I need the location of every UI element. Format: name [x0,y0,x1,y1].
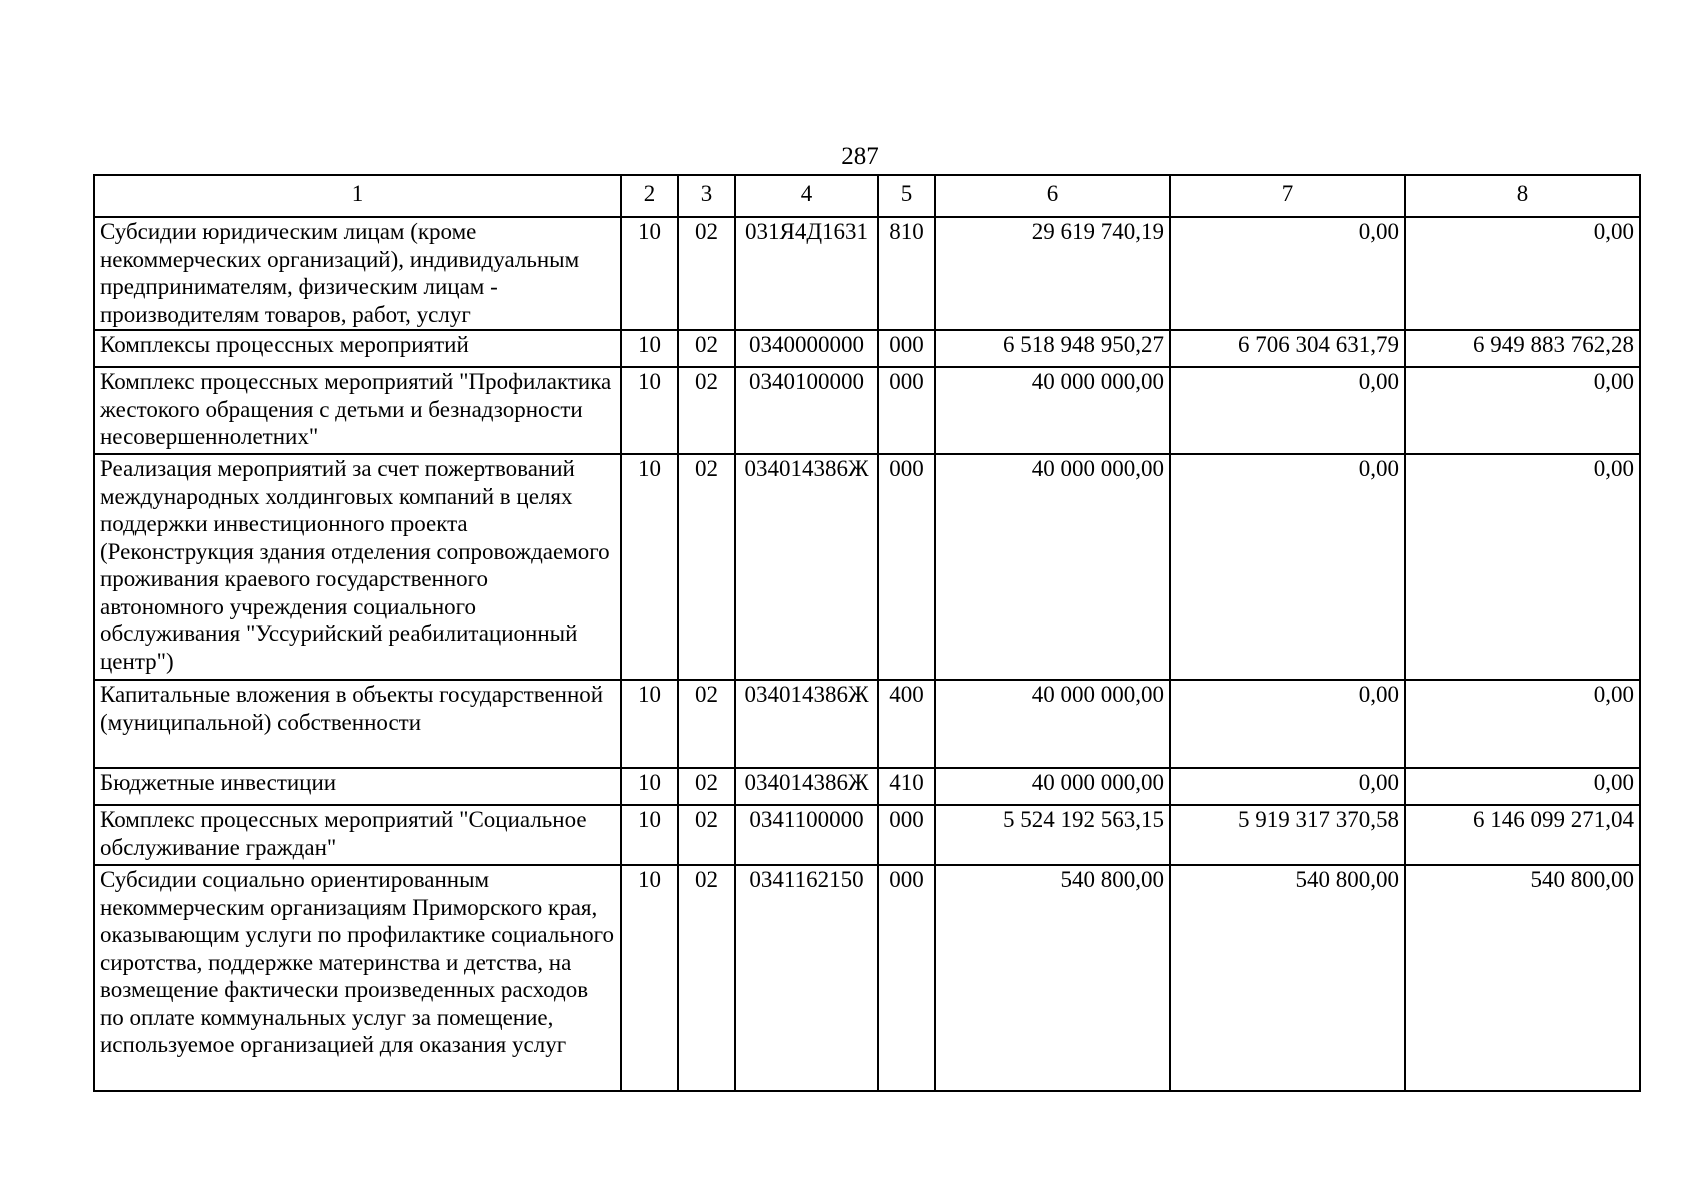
table-row [94,454,1640,680]
row-expense-type: 000 [878,454,935,680]
row-name: Субсидии юридическим лицам (кроме некоммерческих организаций), индивидуальным предпринимателям, физическим лицам - производителям товаров, работ, услуг [94,217,621,330]
row-section: 10 [621,367,678,454]
row-amount-6: 540 800,00 [935,865,1170,1091]
row-target-code: 034014386Ж [735,768,878,805]
row-name: Субсидии социально ориентированным некоммерческим организациям Приморского края, оказывающим услуги по профилактике социального сиротства, поддержке материнства и детства, на возмещение фактически произведенных расходов по оплате коммунальных услуг за помещение, используемое организацией для оказания услуг [94,865,621,1091]
header-col-4: 4 [735,175,878,217]
table-row [94,367,1640,454]
row-name: Комплекс процессных мероприятий "Социальное обслуживание граждан" [94,805,621,865]
row-amount-8: 6 146 099 271,04 [1405,805,1640,865]
row-name: Комплексы процессных мероприятий [94,330,621,367]
row-amount-6: 40 000 000,00 [935,367,1170,454]
header-col-6: 6 [935,175,1170,217]
row-amount-6: 6 518 948 950,27 [935,330,1170,367]
row-amount-6: 29 619 740,19 [935,217,1170,330]
row-amount-7: 0,00 [1170,454,1405,680]
row-target-code: 034014386Ж [735,454,878,680]
row-amount-8: 0,00 [1405,454,1640,680]
table-row [94,865,1640,1091]
row-subsection: 02 [678,367,735,454]
row-name: Бюджетные инвестиции [94,768,621,805]
row-amount-7: 0,00 [1170,768,1405,805]
row-section: 10 [621,805,678,865]
header-col-2: 2 [621,175,678,217]
row-section: 10 [621,454,678,680]
row-subsection: 02 [678,680,735,768]
row-amount-6: 5 524 192 563,15 [935,805,1170,865]
table-header-row [94,175,1640,217]
row-amount-7: 540 800,00 [1170,865,1405,1091]
table-row [94,330,1640,367]
header-col-5: 5 [878,175,935,217]
row-target-code: 0340000000 [735,330,878,367]
row-section: 10 [621,768,678,805]
row-subsection: 02 [678,330,735,367]
row-amount-7: 0,00 [1170,680,1405,768]
row-amount-6: 40 000 000,00 [935,680,1170,768]
row-expense-type: 400 [878,680,935,768]
row-amount-8: 540 800,00 [1405,865,1640,1091]
row-section: 10 [621,217,678,330]
row-section: 10 [621,680,678,768]
row-subsection: 02 [678,768,735,805]
row-expense-type: 000 [878,367,935,454]
table-row [94,805,1640,865]
table-row [94,680,1640,768]
row-amount-6: 40 000 000,00 [935,768,1170,805]
row-amount-8: 6 949 883 762,28 [1405,330,1640,367]
row-expense-type: 000 [878,805,935,865]
row-amount-6: 40 000 000,00 [935,454,1170,680]
row-name: Комплекс процессных мероприятий "Профилактика жестокого обращения с детьми и безнадзорности несовершеннолетних" [94,367,621,454]
row-subsection: 02 [678,217,735,330]
row-target-code: 0341100000 [735,805,878,865]
page-number: 287 [841,143,879,170]
row-amount-8: 0,00 [1405,768,1640,805]
row-section: 10 [621,865,678,1091]
row-amount-7: 0,00 [1170,367,1405,454]
row-amount-7: 5 919 317 370,58 [1170,805,1405,865]
row-name: Капитальные вложения в объекты государственной (муниципальной) собственности [94,680,621,768]
row-amount-8: 0,00 [1405,680,1640,768]
row-target-code: 0340100000 [735,367,878,454]
table-row [94,217,1640,330]
row-amount-8: 0,00 [1405,217,1640,330]
row-subsection: 02 [678,454,735,680]
row-name: Реализация мероприятий за счет пожертвований международных холдинговых компаний в целях поддержки инвестиционного проекта (Реконструкция здания отделения сопровождаемого проживания краевого государственного автономного учреждения социального обслуживания "Уссурийский реабилитационный центр") [94,454,621,680]
row-expense-type: 000 [878,330,935,367]
row-target-code: 0341162150 [735,865,878,1091]
row-subsection: 02 [678,805,735,865]
row-section: 10 [621,330,678,367]
row-expense-type: 810 [878,217,935,330]
budget-table [93,174,1641,1092]
header-col-3: 3 [678,175,735,217]
header-col-1: 1 [94,175,621,217]
row-subsection: 02 [678,865,735,1091]
table-row [94,768,1640,805]
row-expense-type: 410 [878,768,935,805]
row-amount-7: 0,00 [1170,217,1405,330]
row-amount-8: 0,00 [1405,367,1640,454]
row-amount-7: 6 706 304 631,79 [1170,330,1405,367]
row-expense-type: 000 [878,865,935,1091]
row-target-code: 034014386Ж [735,680,878,768]
header-col-8: 8 [1405,175,1640,217]
header-col-7: 7 [1170,175,1405,217]
row-target-code: 031Я4Д1631 [735,217,878,330]
